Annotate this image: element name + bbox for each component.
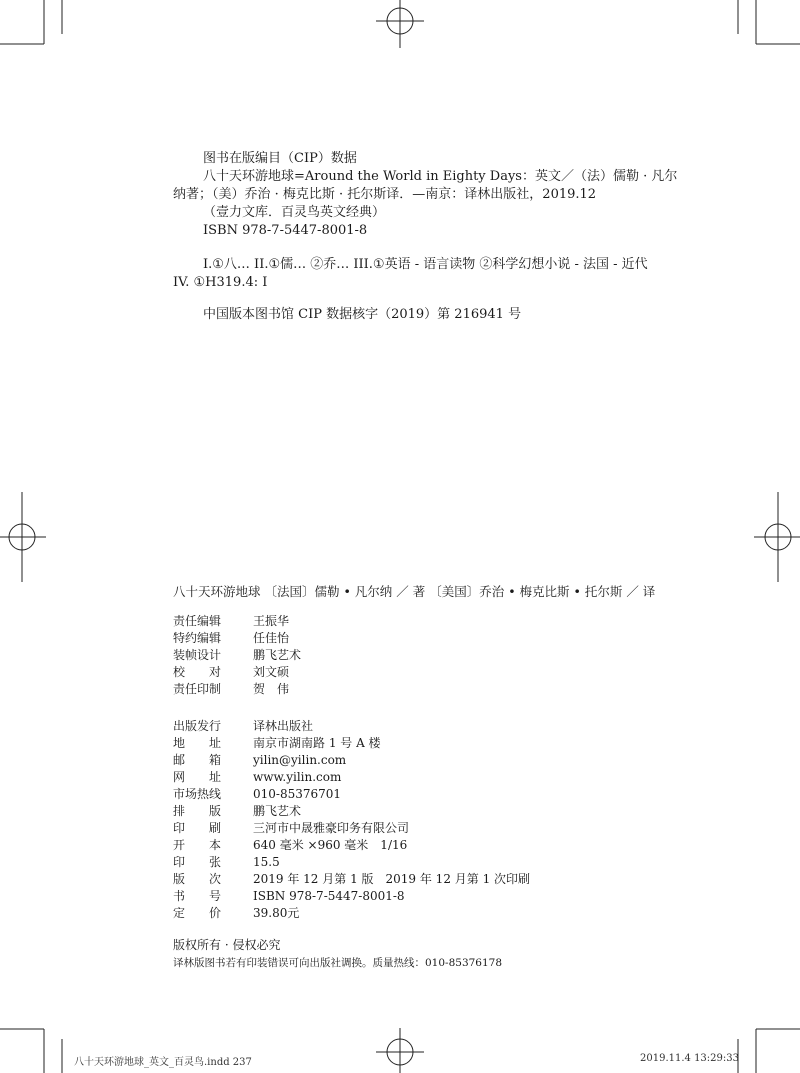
- cip-number: 中国版本图书馆 CIP 数据核字（2019）第 216941 号: [203, 307, 522, 322]
- credit-label: 装帧设计: [173, 648, 222, 662]
- credit-row: [173, 681, 289, 697]
- slug-filename: 八十天环游地球_英文_百灵鸟.indd 237: [74, 1057, 252, 1068]
- info-row: [173, 820, 409, 836]
- info-row: [173, 769, 341, 785]
- slug-timestamp: 2019.11.4 13:29:33: [640, 1053, 739, 1064]
- credit-value: 任佳怡: [253, 631, 290, 645]
- info-label: 邮 箱: [173, 753, 222, 767]
- info-value: 15.5: [253, 855, 280, 869]
- info-value: 鹏飞艺术: [253, 804, 302, 818]
- info-label: 开 本: [173, 838, 222, 852]
- info-label: 排 版: [173, 804, 222, 818]
- cip-isbn: ISBN 978-7-5447-8001-8: [203, 223, 368, 238]
- credit-value: 王振华: [253, 614, 290, 628]
- info-value: 南京市湖南路 1 号 A 楼: [253, 736, 381, 750]
- info-row: [173, 752, 346, 768]
- info-row: [173, 837, 407, 853]
- info-value: 2019 年 12 月第 1 版 2019 年 12 月第 1 次印刷: [253, 872, 531, 886]
- cip-classification-1: I.①八… II.①儒… ②乔… III.①英语 - 语言读物 ②科学幻想小说 - 法国 - 近代: [203, 257, 648, 272]
- cip-line-3: （壹力文库．百灵鸟英文经典）: [203, 205, 386, 220]
- cip-line-2: 纳著；（美）乔治 · 梅克比斯 · 托尔斯译．—南京：译林出版社，2019.12: [173, 187, 597, 202]
- rights-statement: 版权所有 · 侵权必究: [173, 938, 281, 952]
- info-row: [173, 718, 313, 734]
- info-row: [173, 905, 299, 921]
- info-value: www.yilin.com: [253, 770, 342, 784]
- info-label: 网 址: [173, 770, 222, 784]
- credit-row: [173, 664, 289, 680]
- info-row: [173, 803, 301, 819]
- info-value: 译林出版社: [253, 719, 314, 733]
- credit-row: [173, 630, 289, 646]
- info-value: 640 毫米 ×960 毫米 1/16: [253, 838, 408, 852]
- info-label: 地 址: [173, 736, 222, 750]
- quality-notice: 译林版图书若有印装错误可向出版社调换。质量热线：010-85376178: [173, 957, 503, 969]
- credit-row: [173, 647, 301, 663]
- credit-row: [173, 613, 289, 629]
- title-line: 八十天环游地球 〔法国〕儒勒 • 凡尔纳 ／ 著 〔美国〕乔治 • 梅克比斯 • 托尔斯 ／ 译: [173, 584, 656, 599]
- credit-label: 责任印制: [173, 682, 222, 696]
- info-label: 印 张: [173, 855, 222, 869]
- info-label: 书 号: [173, 889, 222, 903]
- info-value: 010-85376701: [253, 787, 342, 801]
- info-row: [173, 735, 381, 751]
- info-value: yilin@yilin.com: [253, 753, 347, 767]
- credit-value: 鹏飞艺术: [253, 648, 302, 662]
- info-value: 39.80元: [253, 906, 300, 920]
- info-row: [173, 786, 341, 802]
- credit-value: 刘文硕: [253, 665, 290, 679]
- credit-label: 校 对: [173, 665, 222, 679]
- info-label: 定 价: [173, 906, 222, 920]
- info-row: [173, 871, 530, 887]
- cip-heading: 图书在版编目（CIP）数据: [203, 151, 357, 166]
- info-value: ISBN 978-7-5447-8001-8: [253, 889, 405, 903]
- credit-label: 责任编辑: [173, 614, 222, 628]
- info-label: 印 刷: [173, 821, 222, 835]
- info-row: [173, 854, 280, 870]
- info-label: 出版发行: [173, 719, 222, 733]
- info-value: 三河市中晟雅豪印务有限公司: [253, 821, 410, 835]
- info-label: 市场热线: [173, 787, 222, 801]
- credit-label: 特约编辑: [173, 631, 222, 645]
- cip-classification-2: IV. ①H319.4: I: [173, 275, 268, 290]
- info-label: 版 次: [173, 872, 222, 886]
- credit-value: 贺 伟: [253, 682, 290, 696]
- cip-line-1: 八十天环游地球=Around the World in Eighty Days：英文／（法）儒勒 · 凡尔: [203, 169, 678, 184]
- info-row: [173, 888, 405, 904]
